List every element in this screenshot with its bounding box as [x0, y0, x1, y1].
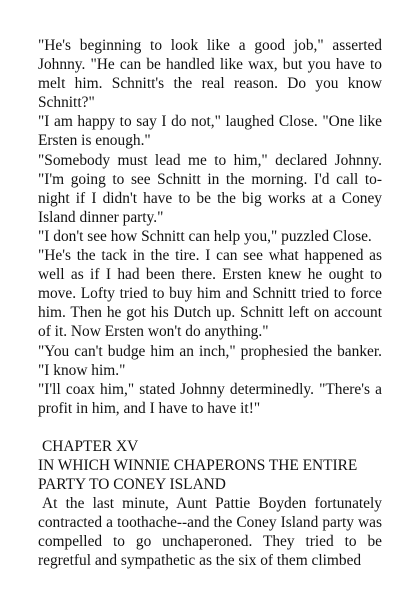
chapter-opening-paragraph: At the last minute, Aunt Pattie Boyden fortunately contracted a toothache--and the Coney Island party was compelled to go unchaperoned. They tried to be regretful and sympathetic as the six of them climbed	[38, 495, 382, 570]
paragraph: "I'll coax him," stated Johnny determinedly. "There's a profit in him, and I have to have it!"	[38, 380, 382, 417]
paragraph: "I don't see how Schnitt can help you," puzzled Close.	[38, 227, 372, 245]
section-spacer	[38, 418, 382, 437]
paragraph: "You can't budge him an inch," prophesied the banker. "I know him."	[38, 342, 382, 379]
paragraph: "He's the tack in the tire. I can see what happened as well as if I had been there. Ersten knew he ought to move. Lofty tried to buy him and Schnitt tried to force him. Then he got his Dutch up. Schnitt left on account of it. Now Ersten won't do anything."	[38, 247, 382, 341]
chapter-number: CHAPTER XV	[42, 437, 139, 455]
book-page	[38, 36, 382, 571]
paragraph: "I am happy to say I do not," laughed Close. "One like Ersten is enough."	[38, 113, 382, 150]
paragraph: "Somebody must lead me to him," declared Johnny. "I'm going to see Schnitt in the morning. I'd call to-night if I didn't have to be the big works at a Coney Island dinner party."	[38, 151, 382, 226]
chapter-title: IN WHICH WINNIE CHAPERONS THE ENTIRE PARTY TO CONEY ISLAND	[38, 456, 358, 494]
paragraph: "He's beginning to look like a good job," asserted Johnny. "He can be handled like wax, but you have to melt him. Schnitt's the real reason. Do you know Schnitt?"	[38, 37, 382, 112]
